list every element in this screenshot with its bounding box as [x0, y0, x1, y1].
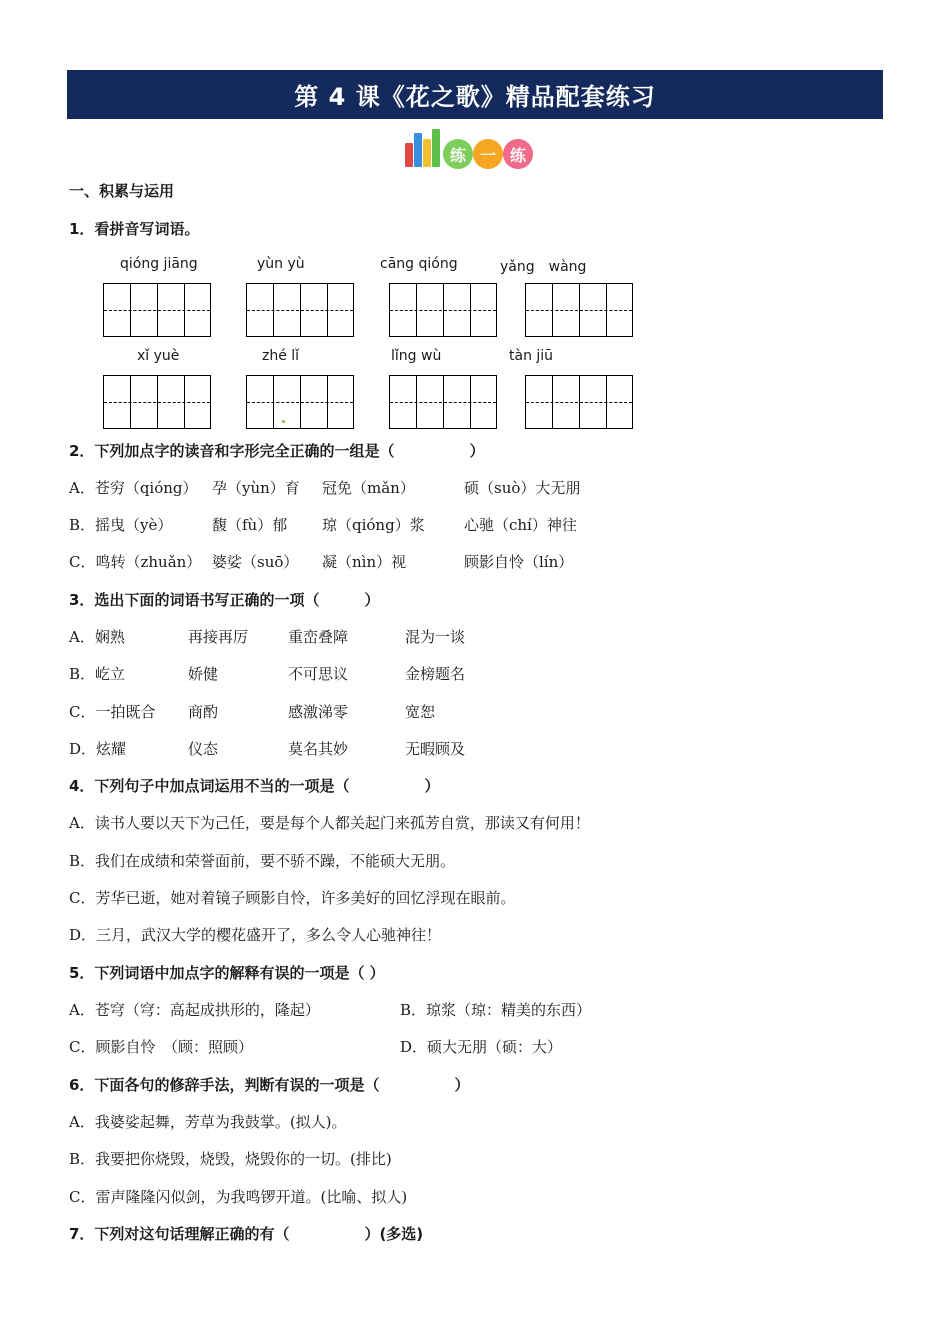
option-cell: 无暇顾及 [405, 740, 466, 758]
practice-badge [403, 129, 533, 171]
option-cell: 凝（nìn）视 [322, 553, 407, 571]
option-cell: C．顾影自怜 （顾：照顾） [69, 1038, 253, 1056]
option-cell: C．鸣转（zhuǎn） [69, 553, 202, 571]
writing-grid[interactable] [525, 375, 633, 429]
pencil-icon [405, 143, 413, 167]
writing-grid[interactable] [246, 375, 354, 429]
option-cell: 感激涕零 [288, 703, 349, 721]
writing-grid[interactable] [389, 283, 497, 337]
badge-char: 练 [503, 139, 533, 169]
writing-grid[interactable] [389, 375, 497, 429]
option-cell: 混为一谈 [405, 628, 466, 646]
option-cell: 孕（yùn）育 [212, 479, 300, 497]
question-4: 4．下列句子中加点词运用不当的一项是（ ） [69, 777, 440, 795]
option-line: A．读书人要以天下为己任，要是每个人都关起门来孤芳自赏，那读又有何用！ [69, 814, 590, 832]
option-cell: 莫名其妙 [288, 740, 349, 758]
option-cell: 硕（suò）大无朋 [464, 479, 581, 497]
writing-grid[interactable] [246, 283, 354, 337]
option-cell: 商酌 [188, 703, 219, 721]
pinyin-label: yǎng wàng [500, 259, 587, 275]
option-cell: B．摇曳（yè） [69, 516, 173, 534]
option-cell: 娇健 [188, 665, 219, 683]
writing-grid[interactable] [525, 283, 633, 337]
writing-grid[interactable] [103, 283, 211, 337]
option-cell: 冠免（mǎn） [322, 479, 415, 497]
option-cell: 宽恕 [405, 703, 436, 721]
option-cell: D．炫耀 [69, 740, 127, 758]
option-cell: 琼（qióng）浆 [322, 516, 425, 534]
option-cell: 仪态 [188, 740, 219, 758]
option-cell: A．苍穷（qióng） [69, 479, 198, 497]
option-line: B．我们在成绩和荣誉面前，要不骄不躁，不能硕大无朋。 [69, 852, 456, 870]
option-cell: A．娴熟 [69, 628, 125, 646]
option-cell: C．一拍既合 [69, 703, 156, 721]
option-cell: D．硕大无朋（硕：大） [400, 1038, 563, 1056]
option-cell: 重峦叠障 [288, 628, 349, 646]
option-cell: A．苍穹（穹：高起成拱形的，隆起） [69, 1001, 320, 1019]
section-heading: 一、积累与运用 [69, 182, 175, 200]
page-title: 第 4 课《花之歌》精品配套练习 [67, 70, 883, 119]
pinyin-label: xǐ yuè [137, 348, 180, 364]
option-cell: B．屹立 [69, 665, 126, 683]
option-line: A．我婆娑起舞，芳草为我鼓掌。(拟人)。 [69, 1113, 347, 1131]
pinyin-label: tàn jiū [509, 348, 554, 364]
stray-mark [282, 420, 285, 423]
option-cell: 婆娑（suō） [212, 553, 299, 571]
pencil-icon [423, 139, 431, 167]
pinyin-label: zhé lǐ [262, 348, 300, 364]
writing-grid[interactable] [103, 375, 211, 429]
option-line: C．雷声隆隆闪似剑，为我鸣锣开道。(比喻、拟人) [69, 1188, 408, 1206]
option-cell: B．琼浆（琼：精美的东西） [400, 1001, 592, 1019]
question-1: 1．看拼音写词语。 [69, 220, 200, 238]
question-3: 3．选出下面的词语书写正确的一项（ ） [69, 591, 380, 609]
question-2: 2．下列加点字的读音和字形完全正确的一组是（ ） [69, 442, 485, 460]
pinyin-label: yùn yù [257, 256, 305, 272]
option-cell: 金榜题名 [405, 665, 466, 683]
pencil-icon [414, 133, 422, 167]
option-cell: 再接再厉 [188, 628, 249, 646]
option-cell: 顾影自怜（lín） [464, 553, 574, 571]
option-line: D．三月，武汉大学的樱花盛开了，多么令人心驰神往！ [69, 926, 442, 944]
option-cell: 心驰（chí）神往 [464, 516, 577, 534]
option-line: B．我要把你烧毁，烧毁，烧毁你的一切。(排比) [69, 1150, 392, 1168]
question-5: 5．下列词语中加点字的解释有误的一项是（ ） [69, 964, 385, 982]
badge-char: 一 [473, 139, 503, 169]
question-7: 7．下列对这句话理解正确的有（ ）(多选) [69, 1225, 424, 1243]
question-6: 6．下面各句的修辞手法，判断有误的一项是（ ） [69, 1076, 470, 1094]
pinyin-label: lǐng wù [391, 348, 442, 364]
pinyin-label: cāng qióng [380, 256, 458, 272]
option-line: C．芳华已逝，她对着镜子顾影自怜，许多美好的回忆浮现在眼前。 [69, 889, 516, 907]
badge-char: 练 [443, 139, 473, 169]
pencil-icon [432, 129, 440, 167]
pinyin-label: qióng jiāng [120, 256, 198, 272]
option-cell: 馥（fù）郁 [212, 516, 288, 534]
option-cell: 不可思议 [288, 665, 349, 683]
